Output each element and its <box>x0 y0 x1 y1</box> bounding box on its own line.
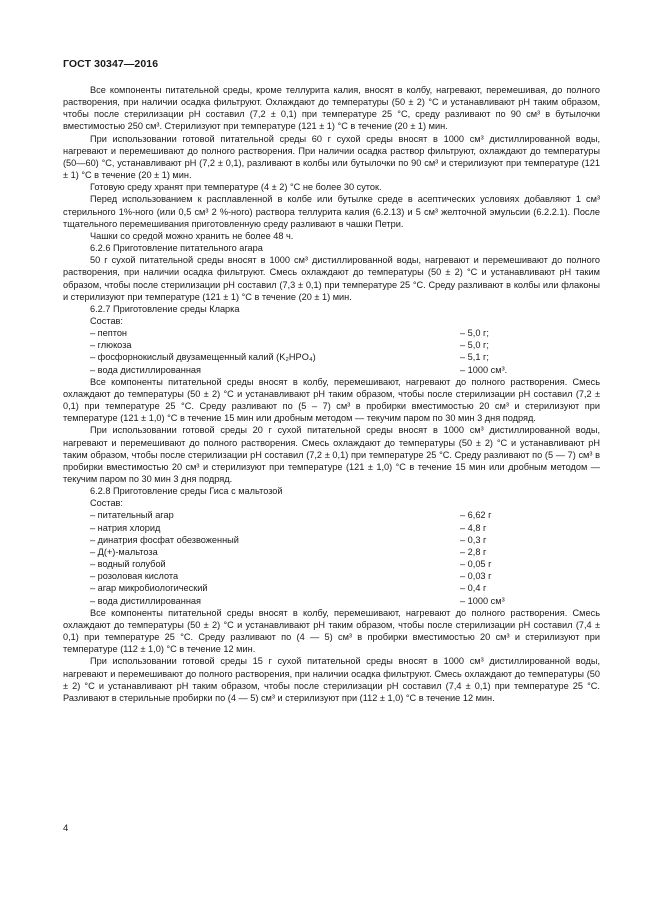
paragraph: При использовании готовой среды 20 г сухой питательной среды вносят в 1000 см³ дистиллированной воды, нагревают и перемешивают до полного растворения. Смесь охлаждают до температуры (50 ± 2) °С и устанавливают pH таким образом, чтобы после стерилизации pH составил (7,2 ± 0,1) при температуре 25 °С. Среду разливают по (5 — 7) см³ в пробирки вместимостью 20 см³ и стерилизуют при температуре (121 ± 1,0) °С в течение 15 мин или дробным методом — текучим паром по 30 мин 3 дня подряд. <box>63 425 600 484</box>
ingredient-qty: – 0,03 г <box>460 571 492 582</box>
ingredient-row <box>63 509 600 521</box>
ingredient-row <box>63 570 600 582</box>
paragraph: Все компоненты питательной среды, кроме теллурита калия, вносят в колбу, нагревают, перемешивая, до полного растворения, при наличии осадка фильтруют. Охлаждают до температуры (50 ± 2) °С и устанавливают pH таким образом, чтобы после стерилизации pH составил (7,2 ± 0,1) при температуре 25 °С, среду разливают по 90 см³ в бутылочки вместимостью 250 см³. Стерилизуют при температуре (121 ± 1) °С в течение (20 ± 1) мин. <box>63 85 600 132</box>
ingredient-qty: – 2,8 г <box>460 546 487 557</box>
ingredient-qty: – 5,0 г; <box>460 328 489 339</box>
document-body <box>63 84 600 704</box>
ingredient-name: – Д(+)-мальтоза <box>90 546 158 557</box>
section-heading-6-2-8: 6.2.8 Приготовление среды Гиса с мальтозой <box>90 486 283 497</box>
ingredient-name: – глюкоза <box>90 340 132 351</box>
ingredient-qty: – 4,8 г <box>460 522 487 533</box>
ingredient-name: – вода дистиллированная <box>90 595 201 606</box>
ingredient-name: – вода дистиллированная <box>90 364 201 375</box>
paragraph: При использовании готовой среды 15 г сухой питательной среды вносят в 1000 см³ дистиллированной воды, нагревают и перемешивают до полного растворения, при наличии осадка фильтруют. Смесь охлаждают до температуры (50 ± 2) °С и устанавливают pH таким образом, чтобы после стерилизации pH составил (7,4 ± 0,1) при температуре 25 °С. Разливают в стерильные пробирки по (4 — 5) см³ и стерилизуют при (112 ± 1,0) °С в течение 12 мин. <box>63 656 600 703</box>
ingredient-row <box>63 595 600 607</box>
paragraph: 50 г сухой питательной среды вносят в 1000 см³ дистиллированной воды, нагревают и перемешивают до полного растворения, при наличии осадка фильтруют. Смесь охлаждают до температуры (50 ± 2) °С и устанавливают pH таким образом, чтобы после стерилизации pH составил (7,3 ± 0,1) при температуре 25 °С. Среду разливают в колбы или флаконы и стерилизуют при температуре (121 ± 1) °С в течение (20 ± 1) мин. <box>63 255 600 302</box>
ingredient-qty: – 0,05 г <box>460 559 492 570</box>
ingredient-name: – динатрия фосфат обезвоженный <box>90 534 239 545</box>
paragraph: Все компоненты питательной среды вносят в колбу, перемешивают, нагревают до полного растворения. Смесь охлаждают до температуры (50 ± 2) °С и устанавливают pH таким образом, чтобы после стерилизации pH составил (7,2 ± 0,1) при температуре 25 °С. Среду разливают по (5 – 7) см³ в пробирки вместимостью 20 см³ и стерилизуют при температуре (121 ± 1,0) °С в течение 15 мин или дробным методом — текучим паром по 30 мин 3 дня подряд. <box>63 376 600 424</box>
ingredient-row <box>63 364 600 376</box>
ingredient-name: – агар микробиологический <box>90 583 208 594</box>
composition-label: Состав: <box>90 315 123 326</box>
paragraph: Чашки со средой можно хранить не более 48 ч. <box>90 230 294 241</box>
paragraph: Перед использованием к расплавленной в колбе или бутылке среде в асептических условиях добавляют 1 см³ стерильного 1%-ного (или 0,5 см³ 2 %-ного) раствора теллурита калия (6.2.13) и 5 см³ желточной эмульсии (6.2.2.1). После тщательного перемешивания приготовленную среду разливают в чашки Петри. <box>63 194 600 229</box>
ingredient-row <box>63 339 600 351</box>
ingredient-row <box>63 522 600 534</box>
ingredient-qty: – 5,0 г; <box>460 340 489 351</box>
ingredient-name: – розоловая кислота <box>90 571 179 582</box>
paragraph: При использовании готовой питательной среды 60 г сухой среды вносят в 1000 см³ дистиллированной воды, нагревают и перемешивают до полного растворения. При наличии осадка раствор фильтруют, охлаждают до температуры (50—60) °С, устанавливают pH (7,2 ± 0,1), разливают в колбы или бутылочки по 90 см³ и стерилизуют при температуре (121 ± 1) °С в течение (20 ± 1) мин. <box>63 133 600 181</box>
ingredient-qty: – 6,62 г <box>460 510 492 521</box>
ingredient-name: – натрия хлорид <box>90 522 161 533</box>
section-heading-6-2-7: 6.2.7 Приготовление среды Кларка <box>90 303 240 314</box>
ingredient-qty: – 0,3 г <box>460 534 487 545</box>
ingredient-qty: – 1000 см³. <box>460 364 508 375</box>
paragraph: Все компоненты питательной среды вносят в колбу, перемешивают, нагревают до полного растворения. Смесь охлаждают до температуры (50 ± 2) °С и устанавливают pH таким образом, чтобы после стерилизации pH составил (7,4 ± 0,1) при температуре 25 °С. Среду разливают по (4 — 5) см³ в пробирки вместимостью 20 см³ и стерилизуют при температуре (112 ± 1,0) °С в течение 12 мин. <box>63 607 600 655</box>
ingredient-qty: – 1000 см³ <box>460 595 505 606</box>
page-number: 4 <box>63 823 69 834</box>
composition-label: Состав: <box>90 498 123 509</box>
ingredient-name: – фосфорнокислый двузамещенный калий (K₂HPO₄) <box>90 352 316 363</box>
section-heading-6-2-6: 6.2.6 Приготовление питательного агара <box>90 243 263 254</box>
ingredient-qty: – 5,1 г; <box>460 352 489 363</box>
ingredient-name: – водный голубой <box>90 559 166 570</box>
ingredient-row <box>63 327 600 339</box>
paragraph: Готовую среду хранят при температуре (4 ± 2) °С не более 30 суток. <box>90 182 382 193</box>
ingredient-row <box>63 582 600 594</box>
ingredient-row <box>63 546 600 558</box>
ingredient-qty: – 0,4 г <box>460 583 487 594</box>
ingredient-name: – питательный агар <box>90 510 174 521</box>
ingredient-row <box>63 534 600 546</box>
ingredient-name: – пептон <box>90 328 128 339</box>
standard-header: ГОСТ 30347—2016 <box>63 58 159 70</box>
ingredient-row <box>63 558 600 570</box>
ingredient-row <box>63 351 600 363</box>
